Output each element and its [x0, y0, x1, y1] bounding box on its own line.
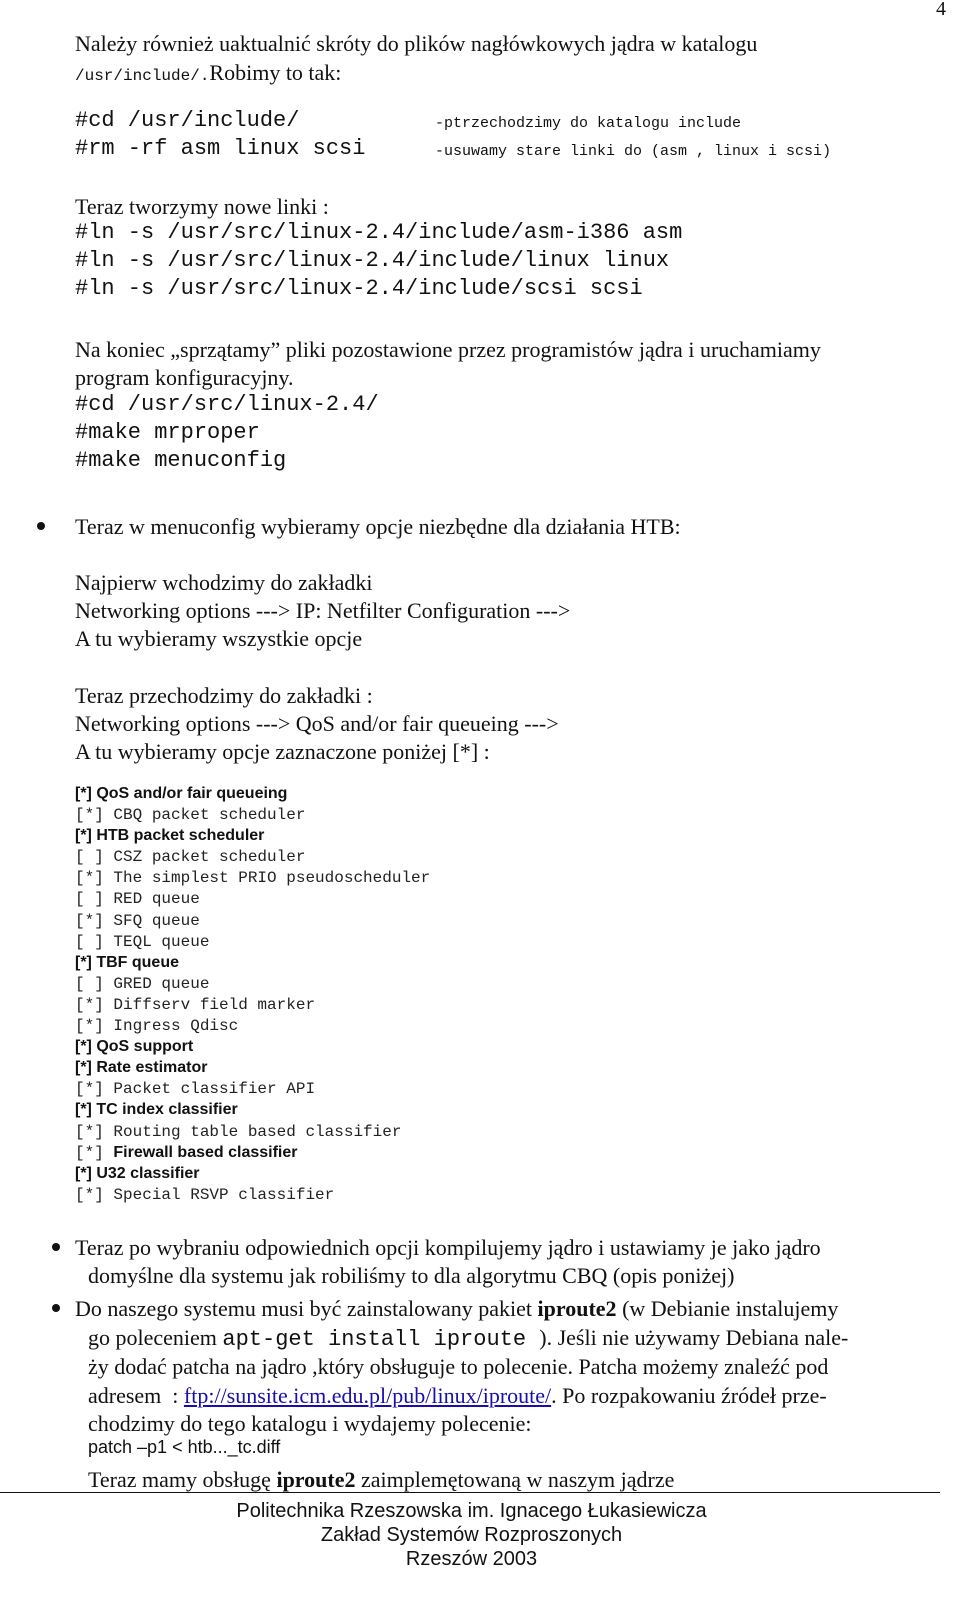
kernel-option — [75, 996, 430, 1017]
kernel-option-label: [*] CBQ packet scheduler — [75, 806, 306, 825]
compile-line-2: domyślne dla systemu jak robiliśmy to dla algorytmu CBQ (opis poniżej) — [88, 1263, 735, 1288]
kernel-option — [75, 933, 430, 954]
kernel-option — [75, 1080, 430, 1101]
kernel-option — [75, 1038, 430, 1059]
footer-rule — [0, 1492, 940, 1493]
kernel-option — [75, 785, 430, 806]
bullet-menuconfig-text: Teraz w menuconfig wybieramy opcje niezbędne dla działania HTB: — [75, 514, 681, 539]
bullet-marker — [52, 1243, 60, 1251]
intro-line-1: Należy również uaktualnić skróty do plików nagłówkowych jądra w katalogu — [75, 31, 758, 56]
cmd-cd-include: #cd /usr/include/ — [75, 108, 300, 133]
kernel-option — [75, 1144, 430, 1165]
kernel-option-label: [*] U32 classifier — [75, 1164, 200, 1182]
iproute-ftp-link[interactable]: ftp://sunsite.icm.edu.pl/pub/linux/iproute/ — [183, 1383, 552, 1408]
kernel-option-label: [*] QoS support — [75, 1038, 194, 1056]
section1-line-2: Networking options ---> IP: Netfilter Configuration ---> — [75, 598, 571, 623]
bullet-marker — [37, 522, 45, 530]
compile-line-1: Teraz po wybraniu odpowiednich opcji kompilujemy jądro i ustawiamy je jako jądro — [75, 1235, 821, 1260]
kernel-option — [75, 827, 430, 848]
kernel-option — [75, 1123, 430, 1144]
iproute2-package: iproute2 — [537, 1296, 617, 1321]
footer-city-year: Rzeszów 2003 — [405, 1548, 538, 1570]
iproute-line-2-b: ). Jeśli nie używamy Debiana nale- — [539, 1325, 849, 1350]
links-heading: Teraz tworzymy nowe linki : — [75, 194, 329, 219]
footer-institution: Politechnika Rzeszowska im. Ignacego Łukasiewicza — [236, 1500, 707, 1522]
kernel-option-label: [ ] GRED queue — [75, 974, 210, 993]
page-number: 4 — [936, 0, 946, 20]
kernel-option-label: [ ] CSZ packet scheduler — [75, 848, 306, 867]
iproute-line-4-a: adresem : — [88, 1383, 184, 1408]
kernel-option-label: [*] HTB packet scheduler — [75, 827, 265, 845]
kernel-option — [75, 890, 430, 911]
cleanup-line-2: program konfiguracyjny. — [75, 365, 294, 390]
section1-line-1: Najpierw wchodzimy do zakładki — [75, 570, 373, 595]
kernel-option — [75, 1059, 430, 1080]
footer-department: Zakład Systemów Rozproszonych — [320, 1524, 623, 1546]
kernel-option-label: [*] SFQ queue — [75, 911, 200, 930]
ln-scsi: #ln -s /usr/src/linux-2.4/include/scsi scsi — [75, 276, 643, 301]
section2-line-1: Teraz przechodzimy do zakładki : — [75, 683, 373, 708]
iproute-line-2 — [88, 1324, 848, 1354]
iproute-line-5: chodzimy do tego katalogu i wydajemy polecenie: — [88, 1411, 532, 1436]
iproute2-final: iproute2 — [276, 1467, 356, 1492]
kernel-option-label: [*] Ingress Qdisc — [75, 1017, 239, 1036]
kernel-option-label: [*] Packet classifier API — [75, 1080, 316, 1099]
kernel-option-checkbox: [*] — [75, 1143, 114, 1162]
iproute-line-1-a: Do naszego systemu musi być zainstalowany pakiet — [75, 1296, 538, 1321]
kernel-option — [75, 1017, 430, 1038]
iproute-line-4-b: . Po rozpakowaniu źródeł prze- — [551, 1383, 827, 1408]
iproute-line-3: ży dodać patcha na jądro ,który obsługuje to polecenie. Patcha możemy znaleźć pod — [88, 1354, 829, 1379]
include-path-code: /usr/include/. — [75, 67, 210, 85]
kernel-option — [75, 975, 430, 996]
cmd-menuconfig: #make menuconfig — [75, 448, 287, 473]
kernel-option-label: [ ] TEQL queue — [75, 932, 210, 951]
kernel-options-list — [75, 785, 430, 1207]
iproute-line-1-c: (w Debianie instalujemy — [616, 1296, 839, 1321]
kernel-option — [75, 954, 430, 975]
patch-command: patch –p1 < htb..._tc.diff — [88, 1437, 281, 1457]
cmd-rm: #rm -rf asm linux scsi — [75, 136, 366, 161]
cmd-rm-comment: -usuwamy stare linki do (asm , linux i scsi) — [435, 143, 832, 160]
cleanup-line-1: Na koniec „sprzątamy” pliki pozostawione przez programistów jądra i uruchamiamy — [75, 337, 821, 362]
iproute-final-a: Teraz mamy obsługę — [88, 1467, 277, 1492]
kernel-option — [75, 1165, 430, 1186]
kernel-option-label: [*] Rate estimator — [75, 1059, 208, 1077]
section1-line-3: A tu wybieramy wszystkie opcje — [75, 626, 363, 651]
cmd-cd-src: #cd /usr/src/linux-2.4/ — [75, 392, 379, 417]
kernel-option-label: [*] TBF queue — [75, 953, 179, 971]
cmd-mrproper: #make mrproper — [75, 420, 260, 445]
kernel-option-label: [*] Special RSVP classifier — [75, 1185, 335, 1204]
kernel-option — [75, 806, 430, 827]
iproute-line-1 — [75, 1295, 838, 1323]
kernel-option — [75, 912, 430, 933]
kernel-option — [75, 1186, 430, 1207]
ln-asm: #ln -s /usr/src/linux-2.4/include/asm-i386 asm — [75, 220, 683, 245]
kernel-option — [75, 869, 430, 890]
section2-line-3: A tu wybieramy opcje zaznaczone poniżej [*] : — [75, 739, 490, 764]
kernel-option-label: [*] QoS and/or fair queueing — [75, 785, 288, 802]
kernel-option-label: [ ] RED queue — [75, 890, 200, 909]
iproute-final-c: zaimplemętowaną w naszym jądrze — [355, 1467, 675, 1492]
iproute-line-4 — [88, 1382, 827, 1410]
kernel-option-label: [*] TC index classifier — [75, 1101, 238, 1119]
kernel-option-label: [*] Routing table based classifier — [75, 1122, 402, 1141]
kernel-option — [75, 1101, 430, 1122]
ln-linux: #ln -s /usr/src/linux-2.4/include/linux linux — [75, 248, 670, 273]
cmd-cd-include-comment: -ptrzechodzimy do katalogu include — [435, 115, 742, 132]
apt-get-command: apt-get install iproute — [222, 1327, 540, 1352]
iproute-final-line — [88, 1466, 674, 1494]
kernel-option — [75, 848, 430, 869]
kernel-option-label: Firewall based classifier — [113, 1143, 298, 1161]
section2-line-2: Networking options ---> QoS and/or fair queueing ---> — [75, 711, 559, 736]
intro-line-2-text: Robimy to tak: — [209, 60, 342, 85]
intro-line-2 — [75, 59, 341, 87]
kernel-option-label: [*] Diffserv field marker — [75, 995, 316, 1014]
bullet-marker — [52, 1304, 60, 1312]
iproute-line-2-a: go poleceniem — [88, 1325, 223, 1350]
kernel-option-label: [*] The simplest PRIO pseudoscheduler — [75, 869, 431, 888]
